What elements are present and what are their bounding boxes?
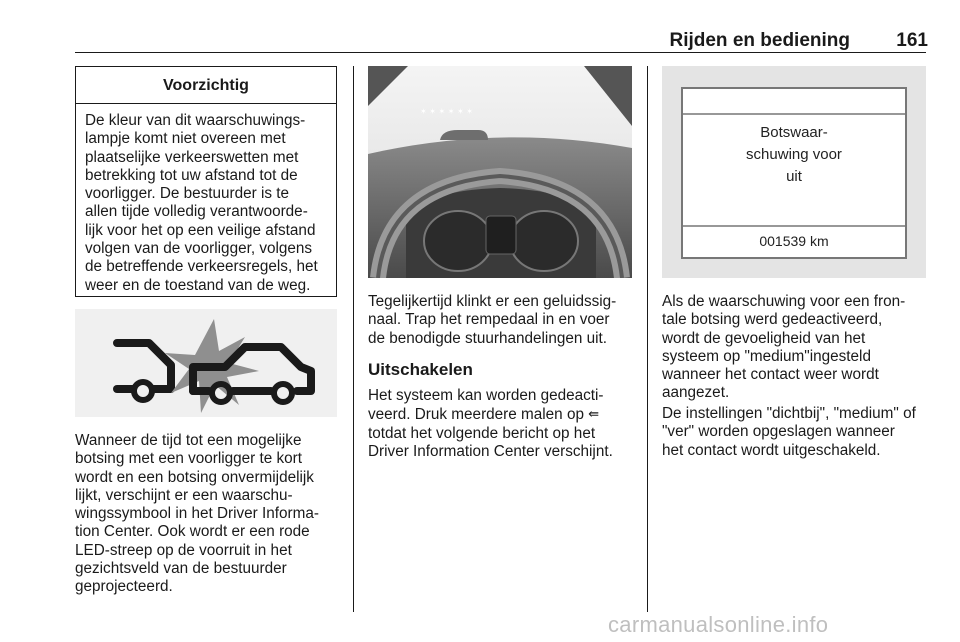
col2-paragraph-2: [368, 387, 613, 461]
col1-paragraph: [75, 432, 319, 597]
message-line: Botswaar-: [760, 124, 828, 141]
caution-title: Voorzichtig: [76, 67, 336, 104]
header-rule: [75, 52, 926, 53]
text-line: de benodigde stuurhandelingen uit.: [368, 329, 607, 347]
column-divider-2: [647, 66, 648, 612]
col3-paragraph-1: [662, 293, 905, 403]
caution-line: voorligger. De bestuurder is te: [85, 185, 290, 203]
text-line: Als de waarschuwing voor een fron-: [662, 293, 906, 310]
text-line: het contact wordt uitgeschakeld.: [662, 441, 881, 459]
text-line: aangezet.: [662, 384, 730, 402]
caution-line: lampje komt niet overeen met: [85, 130, 286, 148]
caution-line: betrekking tot uw afstand tot de: [85, 166, 298, 184]
caution-line: lijk voor het op een veilige afstand: [85, 221, 316, 239]
caution-box: [75, 66, 337, 297]
odometer-readout: 001539 km: [759, 233, 829, 249]
caution-line: volgen van de voorligger, volgens: [85, 240, 313, 258]
text-line: totdat het volgende bericht op het: [368, 424, 596, 442]
caution-line: weer en de toestand van de weg.: [85, 276, 311, 294]
text-line: naal. Trap het rempedaal in en voer: [368, 311, 610, 329]
text-line-with-icon: [368, 405, 613, 424]
col3-paragraph-2: [662, 405, 916, 460]
caution-line: De kleur van dit waarschuwings-: [85, 112, 306, 129]
text-line: LED-streep op de voorruit in het: [75, 541, 292, 559]
text-line: wanneer het contact weer wordt: [662, 366, 879, 384]
text-line: Het systeem kan worden gedeacti-: [368, 387, 604, 404]
page-number: 161: [896, 30, 928, 51]
caution-line: allen tijde volledig verantwoorde-: [85, 203, 308, 221]
dashboard-illustration: [368, 66, 632, 278]
text-line: Wanneer de tijd tot een mogelijke: [75, 432, 302, 449]
collision-warning-icon: [75, 309, 337, 417]
text-line: tale botsing werd gedeactiveerd,: [662, 311, 883, 329]
text-line: Tegelijkertijd klinkt er een geluidssig-: [368, 293, 617, 310]
text-line: lijkt, verschijnt er een waarschu-: [75, 486, 293, 504]
text-line: wingssymbool in het Driver Informa-: [75, 505, 319, 523]
steering-wheel-button-icon: ⇚: [588, 406, 600, 422]
text-line: Driver Information Center verschijnt.: [368, 442, 613, 460]
text-fragment: veerd. Druk meerdere malen op: [368, 406, 584, 424]
text-line: tion Center. Ook wordt er een rode: [75, 523, 310, 541]
text-line: gezichtsveld van de bestuurder: [75, 560, 287, 578]
col2-paragraph-1: [368, 293, 616, 348]
svg-text:✶ ✶ ✶ ✶ ✶ ✶: ✶ ✶ ✶ ✶ ✶ ✶: [420, 107, 473, 116]
text-line: geprojecteerd.: [75, 578, 173, 596]
section-title: Rijden en bediening: [669, 30, 850, 51]
text-line: systeem op "medium"ingesteld: [662, 347, 871, 365]
subheading-uitschakelen: Uitschakelen: [368, 360, 473, 379]
caution-line: de betreffende verkeersregels, het: [85, 258, 318, 276]
caution-text: [85, 112, 318, 295]
watermark: carmanualsonline.info: [608, 612, 829, 637]
message-line: schuwing voor: [746, 146, 842, 163]
text-line: wordt en een botsing onvermijdelijk: [75, 468, 314, 486]
display-message: [682, 122, 906, 188]
text-line: "ver" worden opgeslagen wanneer: [662, 423, 895, 441]
caution-line: plaatselijke verkeerswetten met: [85, 148, 299, 166]
column-divider-1: [353, 66, 354, 612]
text-line: wordt de gevoeligheid van het: [662, 329, 866, 347]
message-line: uit: [786, 168, 802, 185]
driver-information-display: [662, 66, 926, 278]
text-line: botsing met een voorligger te kort: [75, 450, 303, 468]
text-line: De instellingen "dichtbij", "medium" of: [662, 405, 916, 422]
